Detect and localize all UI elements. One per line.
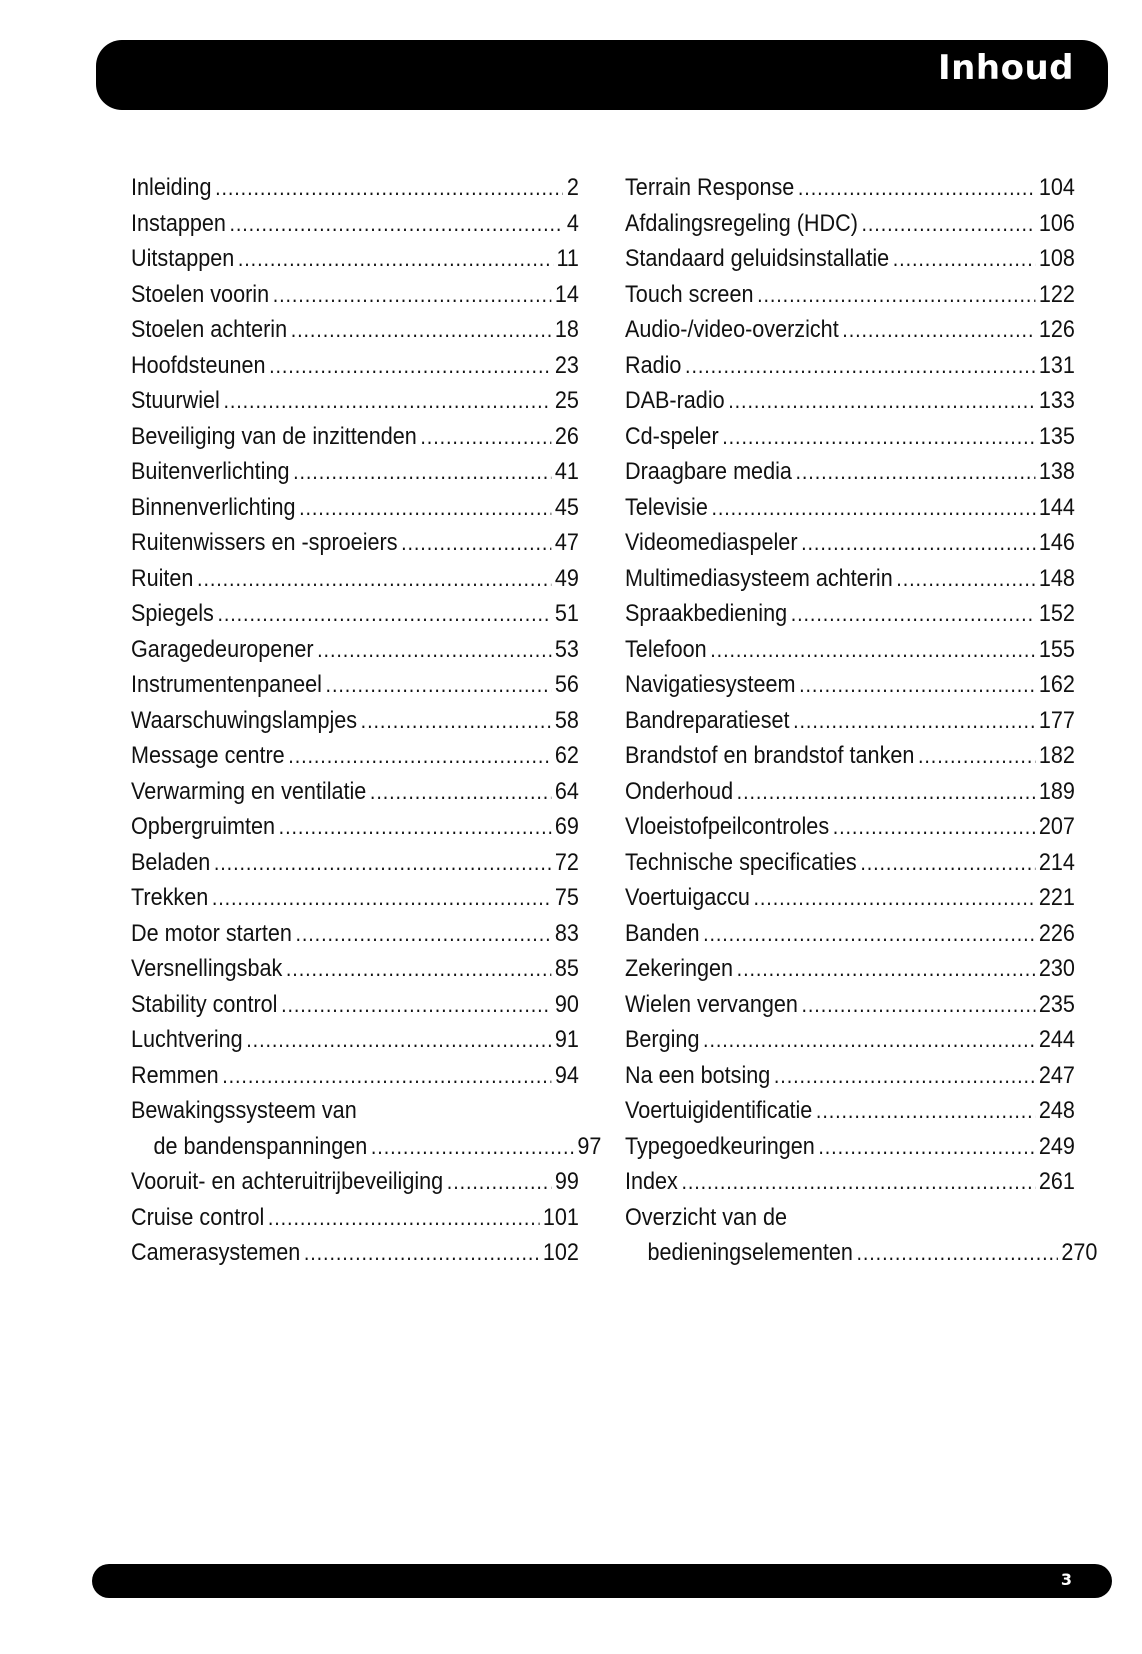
toc-entry-label: Cd-speler: [625, 422, 719, 450]
toc-entry-label: Audio-/video-overzicht: [625, 316, 839, 343]
toc-entry[interactable]: [131, 494, 579, 530]
dot-leader: [246, 1027, 551, 1053]
dot-leader: [212, 885, 551, 911]
dot-leader: [214, 850, 551, 876]
toc-entry-label: Spiegels: [131, 600, 214, 627]
toc-entry-page: 221: [1038, 884, 1075, 911]
toc-entry-label: Stoelen voorin: [131, 280, 270, 308]
toc-entry-page: 155: [1038, 635, 1075, 663]
dot-leader: [229, 211, 563, 237]
toc-entry-label: Inleiding: [131, 174, 212, 201]
footer-bar: [92, 1564, 1112, 1598]
toc-entry-page: 248: [1038, 1097, 1075, 1124]
toc-entry-page: 58: [554, 706, 579, 734]
toc-entry-label: Banden: [625, 919, 700, 947]
toc-entry[interactable]: [131, 281, 579, 317]
dot-leader: [222, 1063, 551, 1089]
toc-entry-page: 104: [1038, 174, 1075, 201]
toc-entry-label: Index: [625, 1168, 678, 1195]
dot-leader: [299, 495, 551, 521]
toc-entry-label: Afdalingsregeling (HDC): [625, 209, 858, 237]
toc-entry-page: 144: [1038, 493, 1075, 521]
dot-leader: [816, 1098, 1035, 1124]
dot-leader: [273, 282, 552, 308]
toc-entry-label: Brandstof en brandstof tanken: [625, 742, 915, 769]
toc-entry-page: 62: [554, 742, 579, 769]
toc-entry-label: Voertuigidentificatie: [625, 1097, 813, 1124]
dot-leader: [447, 1169, 552, 1195]
toc-entry-label: Bandreparatieset: [625, 706, 790, 734]
toc-entry-page: 182: [1038, 742, 1075, 769]
toc-entry[interactable]: [131, 1204, 579, 1240]
toc-entry-label: Na een botsing: [625, 1061, 771, 1089]
toc-entry-label: Message centre: [131, 742, 285, 769]
toc-entry[interactable]: [625, 671, 1075, 707]
toc-entry-label: Standaard geluidsinstallatie: [625, 245, 890, 272]
dot-leader: [286, 956, 551, 982]
dot-leader: [370, 779, 551, 805]
toc-entry[interactable]: [131, 1168, 579, 1204]
toc-entry[interactable]: [625, 778, 1075, 814]
toc-entry-page: 122: [1038, 280, 1075, 308]
toc-entry-label: Stoelen achterin: [131, 316, 288, 343]
dot-leader: [295, 921, 551, 947]
toc-entry[interactable]: [131, 884, 579, 920]
toc-entry-page: 177: [1038, 706, 1075, 734]
toc-entry-label: Televisie: [625, 493, 708, 521]
toc-entry-page: 90: [554, 990, 579, 1018]
dot-leader: [238, 246, 553, 272]
toc-entry-label: Cruise control: [131, 1203, 265, 1231]
toc-entry-label: Vloeistofpeilcontroles: [625, 813, 830, 840]
toc-entry[interactable]: [131, 210, 579, 246]
toc-entry[interactable]: [625, 565, 1075, 601]
toc-entry-page: 244: [1038, 1026, 1075, 1053]
toc-entry-page: 2: [566, 174, 579, 201]
toc-entry-label: Bewakingssysteem van: [131, 1097, 357, 1124]
toc-entry[interactable]: [131, 813, 579, 849]
toc-entry-page: 85: [554, 955, 579, 982]
toc-entry-page: 148: [1038, 564, 1075, 592]
toc-entry[interactable]: [625, 707, 1075, 743]
toc-entry[interactable]: [131, 600, 579, 636]
toc-entry[interactable]: [625, 1062, 1075, 1098]
toc-entry-page: 133: [1038, 387, 1075, 414]
toc-entry-label: Voertuigaccu: [625, 884, 750, 911]
toc-entry[interactable]: [131, 742, 579, 778]
toc-column-right: [625, 174, 1098, 1275]
header-bar: [96, 40, 1108, 110]
toc-entry-label: Touch screen: [625, 280, 754, 308]
toc-entry-label: Uitstappen: [131, 245, 235, 272]
toc-column-left: [131, 174, 602, 1275]
toc-entry-label: Wielen vervangen: [625, 990, 798, 1018]
toc-entry[interactable]: [625, 1133, 1075, 1169]
toc-entry-page: 53: [554, 635, 579, 663]
toc-entry[interactable]: [625, 281, 1075, 317]
toc-entry-page: 41: [554, 458, 579, 485]
toc-entry-page: 126: [1038, 316, 1075, 343]
toc-entry[interactable]: [131, 707, 579, 743]
toc-entry-page: 23: [554, 351, 579, 379]
dot-leader: [291, 317, 552, 343]
toc-entry[interactable]: [131, 1097, 602, 1168]
toc-entry-page: 45: [554, 493, 579, 521]
toc-entry[interactable]: [625, 955, 1075, 991]
dot-leader: [798, 175, 1035, 201]
toc-entry-label: Overzicht van de: [625, 1203, 788, 1231]
toc-entry-label: Multimediasysteem achterin: [625, 564, 893, 592]
toc-entry-label: Instappen: [131, 209, 226, 237]
toc-entry-page: 247: [1038, 1061, 1075, 1089]
toc-entry[interactable]: [625, 884, 1075, 920]
toc-entry-label: Vooruit- en achteruitrijbeveiliging: [131, 1168, 444, 1195]
dot-leader: [371, 1134, 574, 1160]
dot-leader: [896, 566, 1035, 592]
toc-entry[interactable]: [131, 245, 579, 281]
toc-entry-label: Versnellingsbak: [131, 955, 283, 982]
toc-entry-page: 56: [554, 671, 579, 698]
toc-entry-page: 152: [1038, 600, 1075, 627]
dot-leader: [860, 850, 1035, 876]
toc-entry-page: 131: [1038, 351, 1075, 379]
dot-leader: [862, 211, 1036, 237]
toc-entry-label: Luchtvering: [131, 1026, 243, 1053]
toc-entry-page: 75: [554, 884, 579, 911]
toc-entry[interactable]: [131, 529, 579, 565]
toc-entry[interactable]: [625, 813, 1075, 849]
dot-leader: [361, 708, 552, 734]
dot-leader: [774, 1063, 1035, 1089]
dot-leader: [326, 672, 552, 698]
dot-leader: [711, 495, 1035, 521]
toc-entry-page: 69: [554, 813, 579, 840]
dot-leader: [293, 459, 551, 485]
dot-leader: [703, 921, 1035, 947]
toc-entry[interactable]: [625, 742, 1075, 778]
toc-entry[interactable]: [131, 1026, 579, 1062]
toc-entry-label: Beveiliging van de inzittenden: [131, 422, 417, 450]
toc-entry-label: Technische specificaties: [625, 848, 857, 876]
dot-leader: [401, 530, 551, 556]
toc-entry[interactable]: [131, 423, 579, 459]
toc-entry-label: Zekeringen: [625, 955, 734, 982]
toc-entry-label: DAB-radio: [625, 387, 725, 414]
toc-entry-label: Buitenverlichting: [131, 458, 290, 485]
dot-leader: [215, 175, 563, 201]
toc-entry-page: 207: [1038, 813, 1075, 840]
dot-leader: [288, 743, 551, 769]
toc-entry-page: 72: [554, 848, 579, 876]
toc-entry[interactable]: [131, 955, 579, 991]
toc-entry-page: 138: [1038, 458, 1075, 485]
toc-entry[interactable]: [131, 920, 579, 956]
dot-leader: [710, 637, 1035, 663]
dot-leader: [420, 424, 551, 450]
toc-entry[interactable]: [625, 991, 1075, 1027]
toc-entry-page: 102: [542, 1239, 579, 1266]
toc-entry[interactable]: [625, 174, 1075, 210]
toc-entry-label-continued: de bandenspanningen: [153, 1132, 368, 1160]
toc-entry[interactable]: [625, 1203, 1098, 1275]
dot-leader: [681, 1169, 1035, 1195]
dot-leader: [757, 282, 1035, 308]
toc-entry-page: 25: [554, 387, 579, 414]
dot-leader: [753, 885, 1035, 911]
toc-entry[interactable]: [625, 529, 1075, 565]
toc-entry-page: 261: [1038, 1168, 1075, 1195]
toc-entry-label: Remmen: [131, 1061, 219, 1089]
toc-entry-label-continued: bedieningselementen: [647, 1239, 853, 1266]
toc-entry-page: 101: [542, 1203, 579, 1231]
toc-entry-page: 106: [1038, 209, 1075, 237]
dot-leader: [197, 566, 551, 592]
dot-leader: [799, 672, 1035, 698]
toc-entry-page: 108: [1038, 245, 1075, 272]
toc-entry[interactable]: [131, 316, 579, 352]
toc-entry-label: Videomediaspeler: [625, 529, 798, 556]
dot-leader: [728, 388, 1035, 414]
toc-entry-label: Garagedeuropener: [131, 635, 314, 663]
dot-leader: [722, 424, 1035, 450]
dot-leader: [304, 1240, 539, 1266]
dot-leader: [269, 353, 551, 379]
toc-entry-label: Ruitenwissers en -sproeiers: [131, 529, 398, 556]
toc-entry-label: Navigatiesysteem: [625, 671, 796, 698]
dot-leader: [217, 601, 551, 627]
toc-entry[interactable]: [625, 600, 1075, 636]
toc-entry[interactable]: [625, 1026, 1075, 1062]
dot-leader: [737, 779, 1036, 805]
toc-entry[interactable]: [131, 778, 579, 814]
toc-entry[interactable]: [131, 387, 579, 423]
dot-leader: [737, 956, 1036, 982]
toc-entry-label: Onderhoud: [625, 777, 734, 805]
toc-entry-label: De motor starten: [131, 919, 292, 947]
toc-entry-page: 26: [554, 422, 579, 450]
toc-entry[interactable]: [625, 245, 1075, 281]
toc-entry[interactable]: [625, 849, 1075, 885]
toc-entry-label: Beladen: [131, 848, 211, 876]
toc-entry-page: 83: [554, 919, 579, 947]
toc-entry-page: 146: [1038, 529, 1075, 556]
toc-entry-label: Waarschuwingslampjes: [131, 706, 358, 734]
toc-entry[interactable]: [131, 671, 579, 707]
dot-leader: [801, 992, 1035, 1018]
page-title: Inhoud: [938, 48, 1074, 88]
toc-entry-page: 249: [1038, 1132, 1075, 1160]
toc-entry-label: Instrumentenpaneel: [131, 671, 322, 698]
toc-entry-page: 99: [554, 1168, 579, 1195]
toc-entry-label: Ruiten: [131, 564, 194, 592]
dot-leader: [703, 1027, 1035, 1053]
toc-entry-page: 94: [554, 1061, 579, 1089]
toc-entry[interactable]: [131, 458, 579, 494]
dot-leader: [791, 601, 1036, 627]
toc-entry-page: 11: [556, 245, 579, 272]
dot-leader: [685, 353, 1035, 379]
toc-entry-label: Opbergruimten: [131, 813, 276, 840]
toc-entry-page: 4: [566, 209, 579, 237]
dot-leader: [818, 1134, 1035, 1160]
toc-entry-page: 235: [1038, 990, 1075, 1018]
toc-entry-label: Berging: [625, 1026, 700, 1053]
toc-entry-page: 162: [1038, 671, 1075, 698]
toc-entry[interactable]: [131, 849, 579, 885]
dot-leader: [795, 459, 1035, 485]
toc-entry-label: Draagbare media: [625, 458, 792, 485]
toc-entry-label: Telefoon: [625, 635, 707, 663]
toc-entry[interactable]: [131, 636, 579, 672]
toc-entry-page: 47: [554, 529, 579, 556]
toc-entry-label: Camerasystemen: [131, 1239, 301, 1266]
dot-leader: [856, 1240, 1057, 1266]
toc-entry-label: Radio: [625, 351, 682, 379]
toc-entry[interactable]: [625, 458, 1075, 494]
toc-entry-page: 97: [577, 1132, 602, 1160]
dot-leader: [281, 992, 551, 1018]
toc-entry[interactable]: [625, 1097, 1075, 1133]
toc-entry[interactable]: [625, 316, 1075, 352]
dot-leader: [833, 814, 1036, 840]
page-number: 3: [1060, 1570, 1072, 1589]
toc-entry-page: 230: [1038, 955, 1075, 982]
dot-leader: [842, 317, 1035, 343]
toc-entry[interactable]: [131, 352, 579, 388]
toc-entry-label: Typegoedkeuringen: [625, 1132, 815, 1160]
toc-entry-label: Binnenverlichting: [131, 493, 296, 521]
toc-entry-page: 64: [554, 777, 579, 805]
toc-entry[interactable]: [625, 920, 1075, 956]
dot-leader: [893, 246, 1036, 272]
toc-entry[interactable]: [625, 423, 1075, 459]
toc-entry[interactable]: [131, 565, 579, 601]
toc-entry[interactable]: [625, 636, 1075, 672]
toc-entry-page: 14: [554, 280, 579, 308]
dot-leader: [317, 637, 551, 663]
toc-entry-page: 18: [554, 316, 579, 343]
toc-entry[interactable]: [131, 1062, 579, 1098]
toc-entry-page: 135: [1038, 422, 1075, 450]
toc-entry-label: Hoofdsteunen: [131, 351, 266, 379]
toc-entry-page: 51: [554, 600, 579, 627]
dot-leader: [793, 708, 1035, 734]
toc-entry[interactable]: [625, 352, 1075, 388]
dot-leader: [279, 814, 552, 840]
toc-entry-page: 189: [1038, 777, 1075, 805]
toc-entry[interactable]: [625, 1168, 1075, 1204]
toc-entry-page: 49: [554, 564, 579, 592]
toc-entry-page: 91: [554, 1026, 579, 1053]
toc-entry-label: Stuurwiel: [131, 387, 220, 414]
dot-leader: [801, 530, 1035, 556]
toc-entry-page: 226: [1038, 919, 1075, 947]
toc-entry-page: 270: [1061, 1239, 1098, 1266]
dot-leader: [268, 1205, 539, 1231]
toc-entry[interactable]: [625, 210, 1075, 246]
toc-entry-label: Trekken: [131, 884, 209, 911]
toc-entry[interactable]: [131, 174, 579, 210]
toc-entry-label: Verwarming en ventilatie: [131, 777, 367, 805]
toc-entry-label: Terrain Response: [625, 174, 795, 201]
dot-leader: [223, 388, 551, 414]
toc-entry[interactable]: [131, 991, 579, 1027]
toc-entry[interactable]: [625, 387, 1075, 423]
toc-entry[interactable]: [625, 494, 1075, 530]
toc-entry-page: 214: [1038, 848, 1075, 876]
toc-entry-label: Spraakbediening: [625, 600, 788, 627]
dot-leader: [918, 743, 1035, 769]
toc-entry[interactable]: [131, 1239, 579, 1275]
toc-entry-label: Stability control: [131, 990, 278, 1018]
